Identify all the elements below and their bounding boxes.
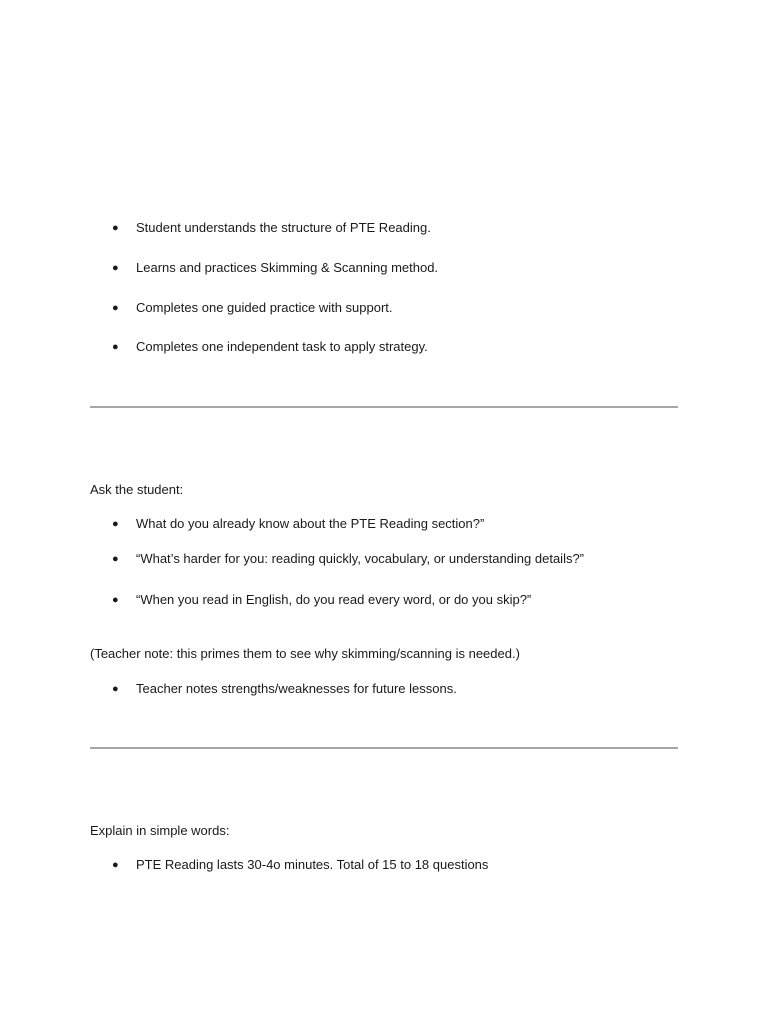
list-item-text: Teacher notes strengths/weaknesses for future lessons. [136, 681, 457, 696]
list-item-text: Student understands the structure of PTE Reading. [136, 220, 431, 235]
list-item-text: “When you read in English, do you read every word, or do you skip?” [136, 592, 532, 607]
bullet-icon: ● [112, 302, 119, 314]
list-item [112, 259, 438, 277]
list-item-text: Completes one independent task to apply strategy. [136, 339, 428, 354]
section-intro: Explain in simple words: [90, 823, 230, 838]
bullet-icon: ● [112, 594, 119, 606]
horizontal-divider [90, 406, 678, 408]
list-item [112, 550, 584, 568]
list-item-text: “What’s harder for you: reading quickly, vocabulary, or understanding details?” [136, 551, 585, 566]
bullet-icon: ● [112, 262, 119, 274]
list-item-text: What do you already know about the PTE Reading section?” [136, 516, 485, 531]
bullet-icon: ● [112, 222, 119, 234]
list-item-text: PTE Reading lasts 30-4o minutes. Total of 15 to 18 questions [136, 857, 489, 872]
list-item [112, 515, 484, 533]
list-item [112, 219, 431, 237]
section-intro: Ask the student: [90, 482, 184, 497]
list-item [112, 338, 428, 356]
list-item-text: Learns and practices Skimming & Scanning method. [136, 260, 439, 275]
bullet-icon: ● [112, 553, 119, 565]
list-item [112, 680, 457, 698]
list-item-text: Completes one guided practice with support. [136, 300, 393, 315]
bullet-icon: ● [112, 859, 119, 871]
horizontal-divider [90, 747, 678, 749]
list-item [112, 856, 488, 874]
list-item [112, 299, 393, 317]
list-item [112, 591, 531, 609]
bullet-icon: ● [112, 518, 119, 530]
teacher-note: (Teacher note: this primes them to see why skimming/scanning is needed.) [90, 646, 520, 661]
bullet-icon: ● [112, 341, 119, 353]
bullet-icon: ● [112, 683, 119, 695]
